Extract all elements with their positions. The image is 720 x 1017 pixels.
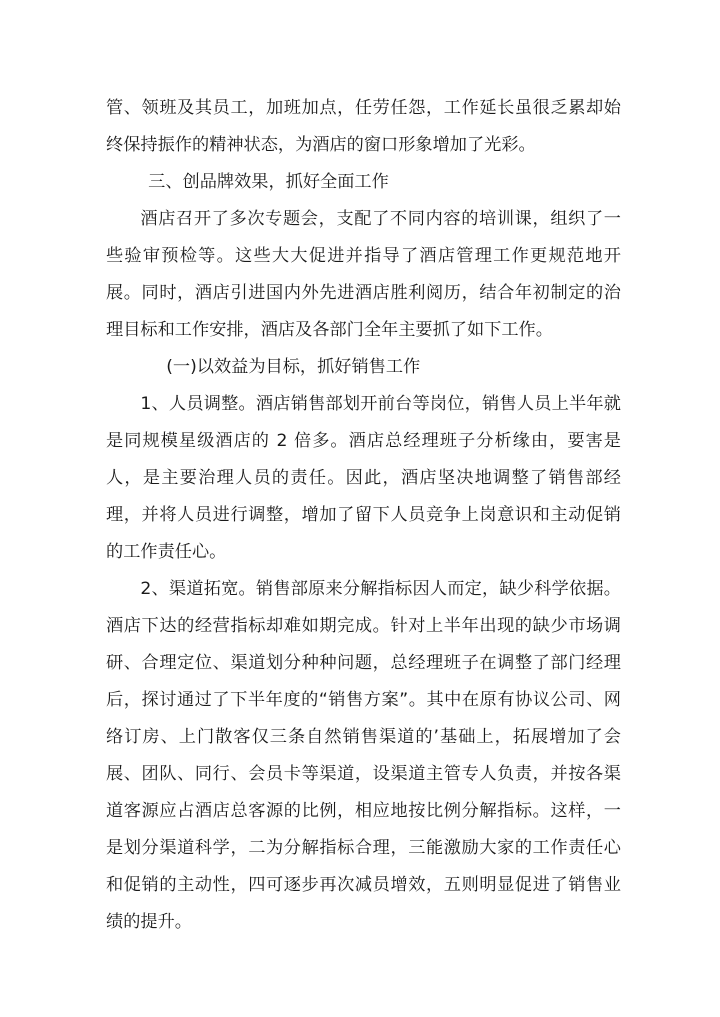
- paragraph-channel-expansion: 2、渠道拓宽。销售部原来分解指标因人而定，缺少科学依据。酒店下达的经营指标却难如期完成。针对上半年出现的缺少市场调研、合理定位、渠道划分种种问题，总经理班子在调整了部门经理后，探讨通过了下半年度的“销售方案”。其中在原有协议公司、网络订房、上门散客仅三条自然销售渠道的’基础上，拓展增加了会展、团队、同行、会员卡等渠道，设渠道主管专人负责，并按各渠道客源应占酒店总客源的比例，相应地按比例分解指标。这样，一是划分渠道科学，二为分解指标合理，三能激励大家的工作责任心和促销的主动性，四可逐步再次减员增效，五则明显促进了销售业绩的提升。: [106, 579, 621, 932]
- paragraph-staff-adjustment: 1、人员调整。酒店销售部划开前台等岗位，销售人员上半年就是同规模星级酒店的 2 倍多。酒店总经理班子分析缘由，要害是人，是主要治理人员的责任。因此，酒店坚决地调整了销售部经理，并将人员进行调整，增加了留下人员竞争上岗意识和主动促销的工作责任心。: [106, 394, 621, 562]
- subsection-heading: (一)以效益为目标，抓好销售工作: [166, 357, 421, 377]
- paragraph-intro: 酒店召开了多次专题会，支配了不同内容的培训课，组织了一些验审预检等。这些大大促进并指导了酒店管理工作更规范地开展。同时，酒店引进国内外先进酒店胜利阅历，结合年初制定的治理目标和工作安排，酒店及各部门全年主要抓了如下工作。: [106, 209, 621, 340]
- paragraph-continuation: 管、领班及其员工，加班加点，任劳任怨，工作延长虽很乏累却始终保持振作的精神状态，为酒店的窗口形象增加了光彩。: [106, 98, 621, 155]
- document-body: [106, 90, 621, 941]
- section-heading: 三、创品牌效果，抓好全面工作: [148, 172, 389, 192]
